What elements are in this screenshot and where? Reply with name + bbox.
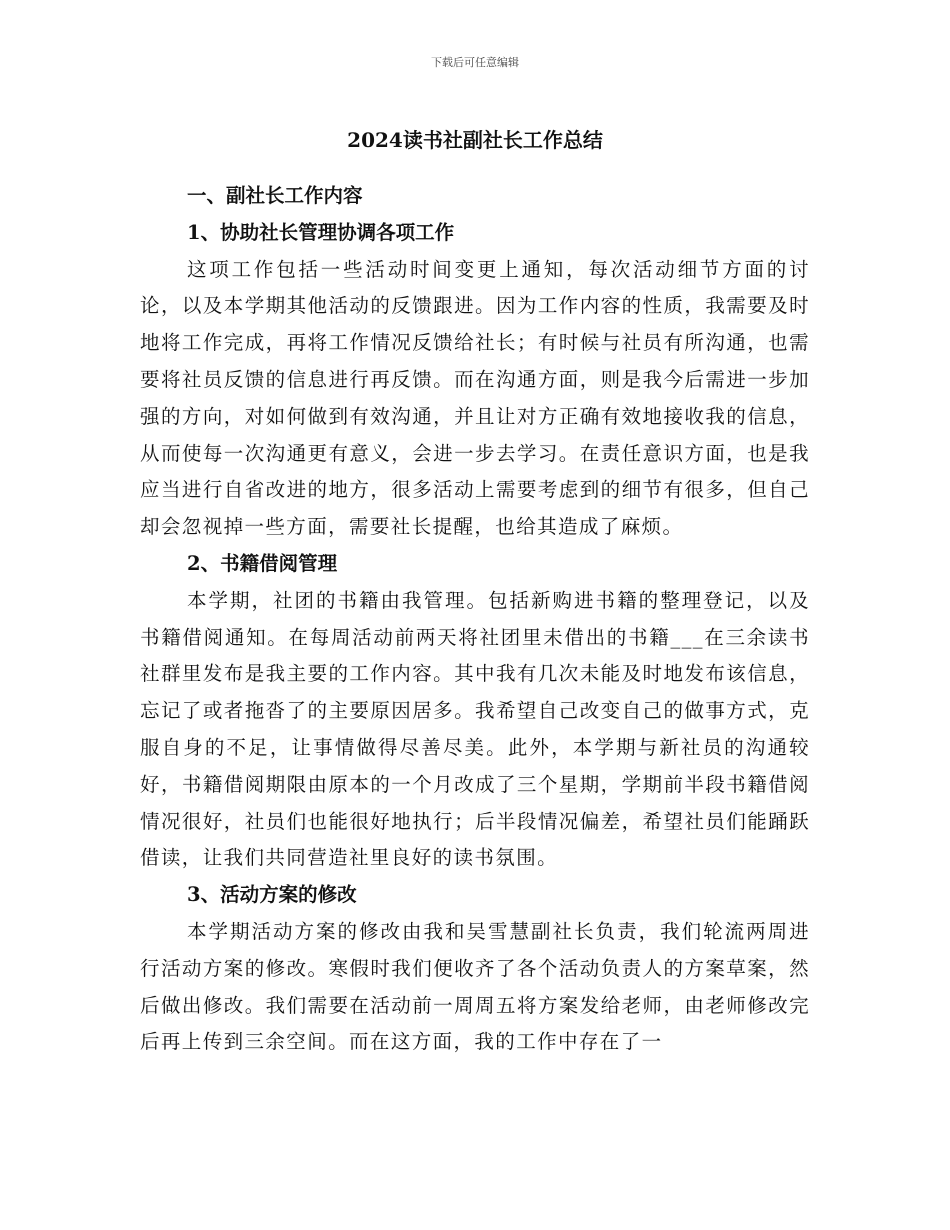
page-header-note: 下载后可任意编辑 — [431, 56, 519, 69]
subsection-heading-3: 3、活动方案的修改 — [187, 883, 357, 907]
subsection-heading-1: 1、协助社长管理协调各项工作 — [187, 220, 455, 244]
paragraph-2: 本学期，社团的书籍由我管理。包括新购进书籍的整理登记，以及书籍借阅通知。在每周活动前两天将社团里未借出的书籍___在三余读书社群里发布是我主要的工作内容。其中我有几次未能及时地发布该信息，忘记了或者拖沓了的主要原因居多。我希望自己改变自己的做事方式，克服自身的不足，让事情做得尽善尽美。此外，本学期与新社员的沟通较好，书籍借阅期限由原本的一个月改成了三个星期，学期前半段书籍借阅情况很好，社员们也能很好地执行；后半段情况偏差，希望社员们能踊跃借读，让我们共同营造社里良好的读书氛围。 — [140, 588, 810, 870]
paragraph-3: 本学期活动方案的修改由我和吴雪慧副社长负责，我们轮流两周进行活动方案的修改。寒假时我们便收齐了各个活动负责人的方案草案，然后做出修改。我们需要在活动前一周周五将方案发给老师，由老师修改完后再上传到三余空间。而在这方面，我的工作中存在了一 — [140, 919, 810, 1054]
subsection-heading-2: 2、书籍借阅管理 — [187, 551, 338, 575]
section-heading: 一、副社长工作内容 — [187, 184, 363, 207]
paragraph-1: 这项工作包括一些活动时间变更上通知，每次活动细节方面的讨论，以及本学期其他活动的反馈跟进。因为工作内容的性质，我需要及时地将工作完成，再将工作情况反馈给社长；有时候与社员有所沟通，也需要将社员反馈的信息进行再反馈。而在沟通方面，则是我今后需进一步加强的方向，对如何做到有效沟通，并且让对方正确有效地接收我的信息，从而使每一次沟通更有意义，会进一步去学习。在责任意识方面，也是我应当进行自省改进的地方，很多活动上需要考虑到的细节有很多，但自己却会忽视掉一些方面，需要社长提醒，也给其造成了麻烦。 — [140, 257, 810, 539]
document-title: 2024读书社副社长工作总结 — [347, 128, 603, 152]
document-body — [140, 118, 810, 1061]
